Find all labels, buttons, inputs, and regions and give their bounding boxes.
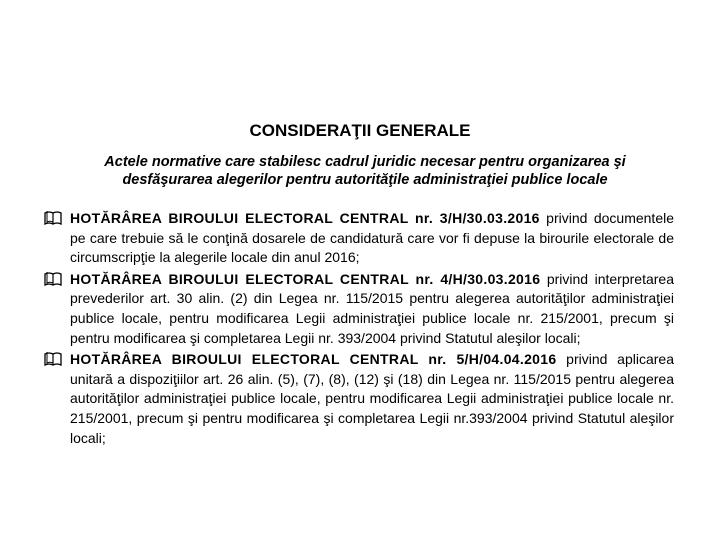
item-body: privind aplicarea unitară a dispoziţiilor art. 26 alin. (5), (7), (8), (12) şi (18) din Legea nr. 115/2015 pentru alegerea autorităţilor administraţiei publice locale, pentru modificarea Legii administraţiei publice locale nr. 215/2001, precum şi pentru modificarea şi completarea Legii nr.393/2004 privind Statutul aleşilor locali; bbox=[70, 351, 674, 446]
item-heading: HOTĂRÂREA BIROULUI ELECTORAL CENTRAL nr. 4/H/30.03.2016 bbox=[70, 270, 541, 287]
item-body: privind documentele pe care trebuie să le conţină dosarele de candidatură care vor fi depuse la birourile electorale de circumscripţie la alegerile locale din anul 2016; bbox=[70, 210, 675, 266]
list-item bbox=[44, 270, 674, 348]
item-heading: HOTĂRÂREA BIROULUI ELECTORAL CENTRAL nr. 3/H/30.03.2016 bbox=[70, 210, 540, 226]
open-book-icon bbox=[44, 270, 62, 288]
list-item bbox=[44, 209, 674, 268]
list-item bbox=[44, 350, 674, 448]
item-body: privind interpretarea prevederilor art. 30 alin. (2) din Legea nr. 115/2015 pentru alegerea autorităţilor administraţiei publice locale, pentru modificarea Legii administraţiei publice locale nr. 215/2001, precum şi pentru modificarea şi completarea Legii nr. 393/2004 privind Statutul aleşilor locali; bbox=[70, 270, 674, 346]
page-subtitle: Actele normative care stabilesc cadrul juridic necesar pentru organizarea şi desfăşurarea alegerilor pentru autorităţile administraţiei publice locale bbox=[104, 154, 626, 188]
open-book-icon bbox=[44, 350, 62, 368]
resolution-list bbox=[44, 209, 674, 450]
page-title: CONSIDERAŢII GENERALE bbox=[249, 121, 471, 140]
item-heading: HOTĂRÂREA BIROULUI ELECTORAL CENTRAL nr. 5/H/04.04.2016 bbox=[70, 351, 557, 368]
open-book-icon bbox=[44, 209, 62, 227]
